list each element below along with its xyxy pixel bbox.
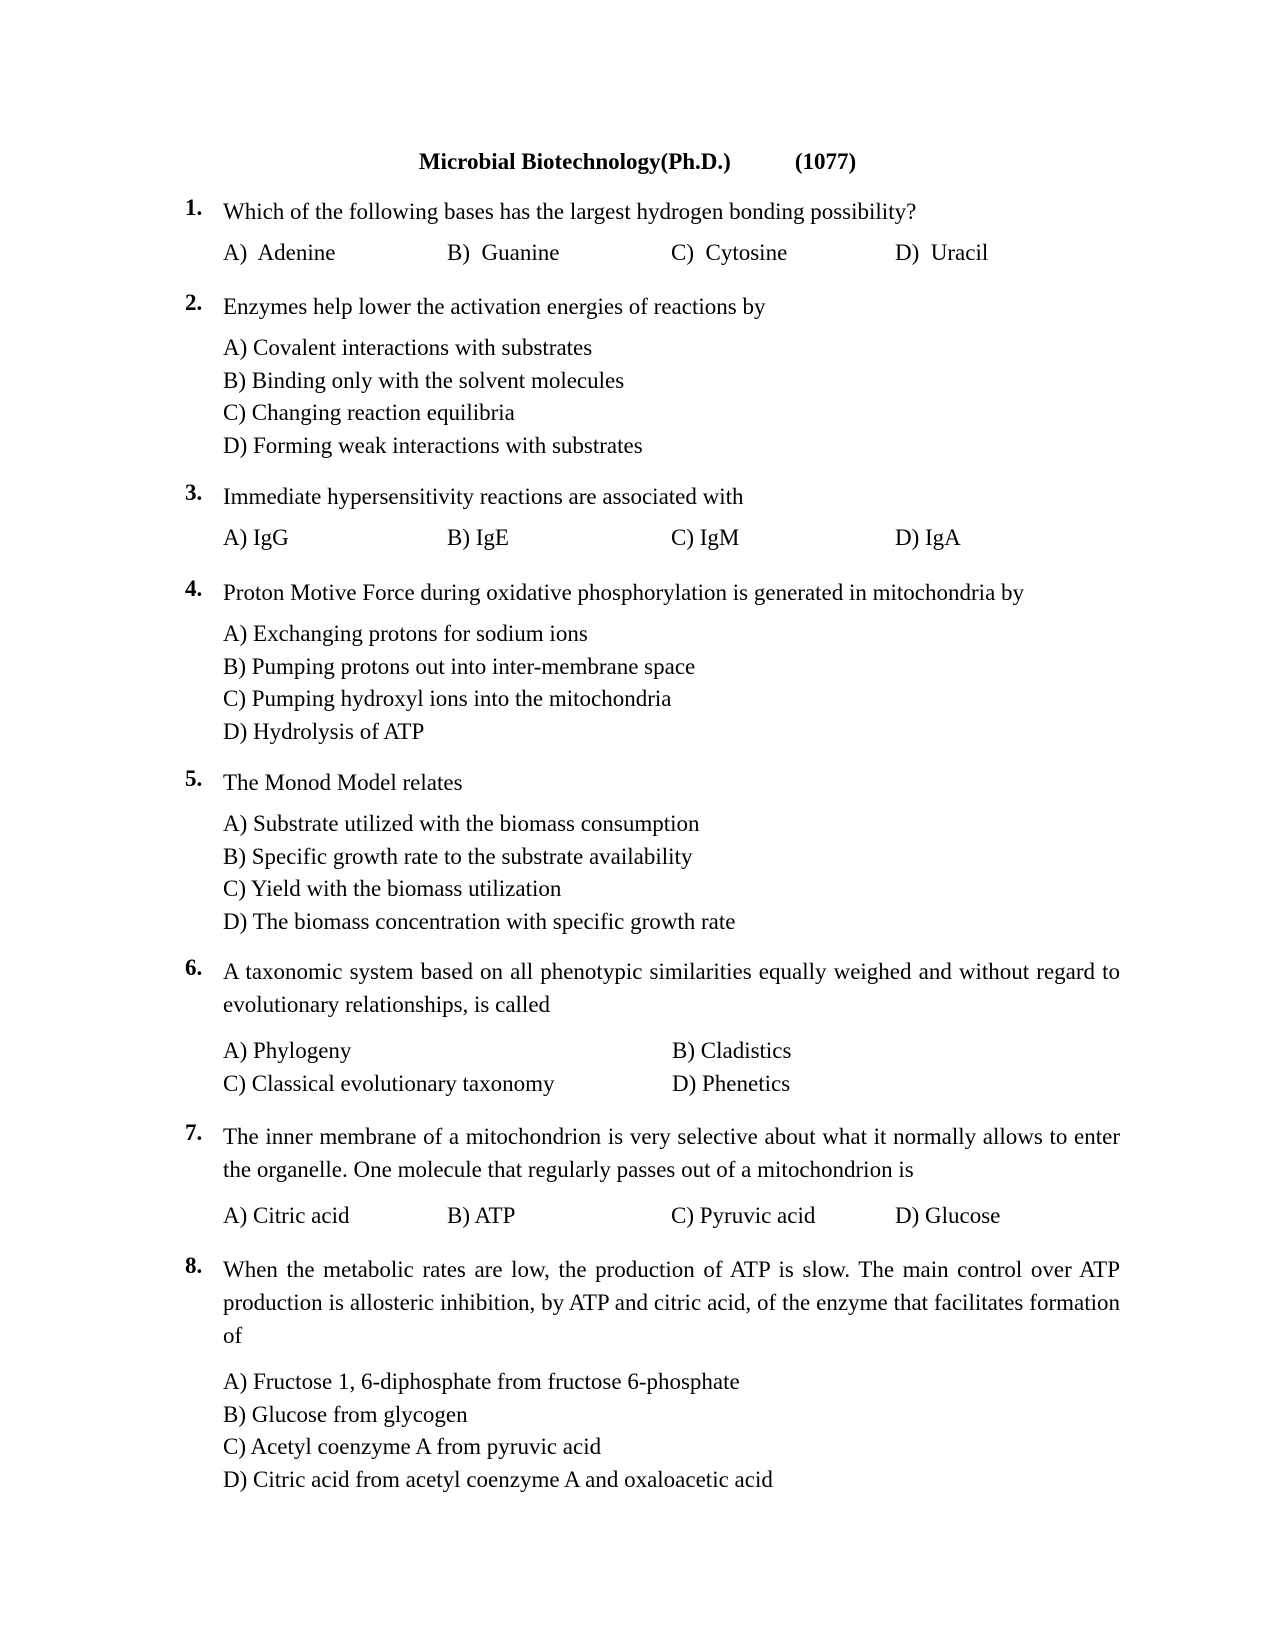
- question-stem: When the metabolic rates are low, the production of ATP is slow. The main control over ATP production is allosteric inhibition, by ATP and citric acid, of the enzyme that facilitates formation of: [223, 1257, 1120, 1348]
- question-number: 7.: [185, 1120, 203, 1145]
- question-stem: A taxonomic system based on all phenotypic similarities equally weighed and without regard to evolutionary relationships, is called: [223, 959, 1120, 1017]
- option-d: D) Forming weak interactions with substrates: [223, 432, 643, 458]
- subject-title: Microbial Biotechnology(Ph.D.): [418, 149, 731, 174]
- option-a: A) IgG: [223, 525, 289, 550]
- option-a: A) Adenine: [223, 240, 336, 265]
- option-b: B) Specific growth rate to the substrate availability: [223, 843, 693, 869]
- option-d: D) IgA: [895, 525, 961, 550]
- question-stem: Immediate hypersensitivity reactions are associated with: [223, 484, 744, 509]
- question-number: 5.: [185, 766, 203, 791]
- page-title: [0, 147, 1275, 177]
- option-c: C) Pyruvic acid: [671, 1203, 816, 1228]
- option-row: [223, 237, 1120, 270]
- option-a: A) Fructose 1, 6-diphosphate from fructose 6-phosphate: [223, 1369, 740, 1394]
- question-stem: The inner membrane of a mitochondrion is very selective about what it normally allows to enter the organelle. One molecule that regularly passes out of a mitochondrion is: [223, 1124, 1120, 1182]
- question-2: [185, 290, 1120, 462]
- option-c: C) Classical evolutionary taxonomy: [223, 1070, 555, 1096]
- question-stem: Which of the following bases has the largest hydrogen bonding possibility?: [223, 199, 917, 224]
- question-4: [185, 576, 1120, 748]
- option-b: B) IgE: [447, 525, 509, 550]
- option-a: A) Citric acid: [223, 1203, 350, 1228]
- question-number: 4.: [185, 576, 203, 601]
- question-3: [185, 480, 1120, 555]
- option-list: [223, 1366, 1120, 1496]
- option-grid: [223, 1035, 1120, 1100]
- option-c: C) Pumping hydroxyl ions into the mitochondria: [223, 686, 672, 712]
- option-row: [223, 522, 1120, 555]
- option-d: D) Citric acid from acetyl coenzyme A and oxaloacetic acid: [223, 1466, 773, 1492]
- option-c: C) Yield with the biomass utilization: [223, 876, 562, 902]
- option-d: D) Hydrolysis of ATP: [223, 718, 425, 744]
- option-b: B) ATP: [447, 1203, 516, 1228]
- option-a: A) Substrate utilized with the biomass consumption: [223, 811, 700, 836]
- option-list: [223, 808, 1120, 938]
- option-d: D) The biomass concentration with specific growth rate: [223, 908, 736, 934]
- option-b: B) Glucose from glycogen: [223, 1401, 468, 1427]
- question-stem: The Monod Model relates: [223, 770, 463, 795]
- option-list: [223, 618, 1120, 748]
- question-number: 1.: [185, 195, 203, 220]
- option-b: B) Cladistics: [672, 1038, 792, 1063]
- question-5: [185, 766, 1120, 938]
- option-row: [223, 1200, 1120, 1233]
- option-list: [223, 332, 1120, 462]
- option-c: C) Cytosine: [671, 240, 788, 265]
- question-1: [185, 195, 1120, 270]
- option-a: A) Phylogeny: [223, 1038, 352, 1063]
- option-a: A) Exchanging protons for sodium ions: [223, 621, 588, 646]
- question-6: [185, 955, 1120, 1100]
- question-number: 2.: [185, 290, 203, 315]
- option-c: C) Acetyl coenzyme A from pyruvic acid: [223, 1434, 602, 1460]
- option-d: D) Phenetics: [672, 1070, 791, 1096]
- question-number: 8.: [185, 1253, 203, 1278]
- paper-code: (1077): [794, 149, 857, 174]
- question-7: [185, 1120, 1120, 1233]
- option-a: A) Covalent interactions with substrates: [223, 335, 593, 360]
- question-stem: Enzymes help lower the activation energies of reactions by: [223, 294, 766, 319]
- option-b: B) Guanine: [447, 240, 560, 265]
- option-b: B) Binding only with the solvent molecules: [223, 367, 625, 393]
- question-number: 3.: [185, 480, 203, 505]
- option-c: C) Changing reaction equilibria: [223, 400, 515, 426]
- option-d: D) Uracil: [895, 240, 989, 265]
- option-c: C) IgM: [671, 525, 740, 550]
- question-number: 6.: [185, 955, 203, 980]
- option-d: D) Glucose: [895, 1203, 1001, 1228]
- question-8: [185, 1253, 1120, 1496]
- question-stem: Proton Motive Force during oxidative phosphorylation is generated in mitochondria by: [223, 580, 1025, 605]
- option-b: B) Pumping protons out into inter-membrane space: [223, 653, 696, 679]
